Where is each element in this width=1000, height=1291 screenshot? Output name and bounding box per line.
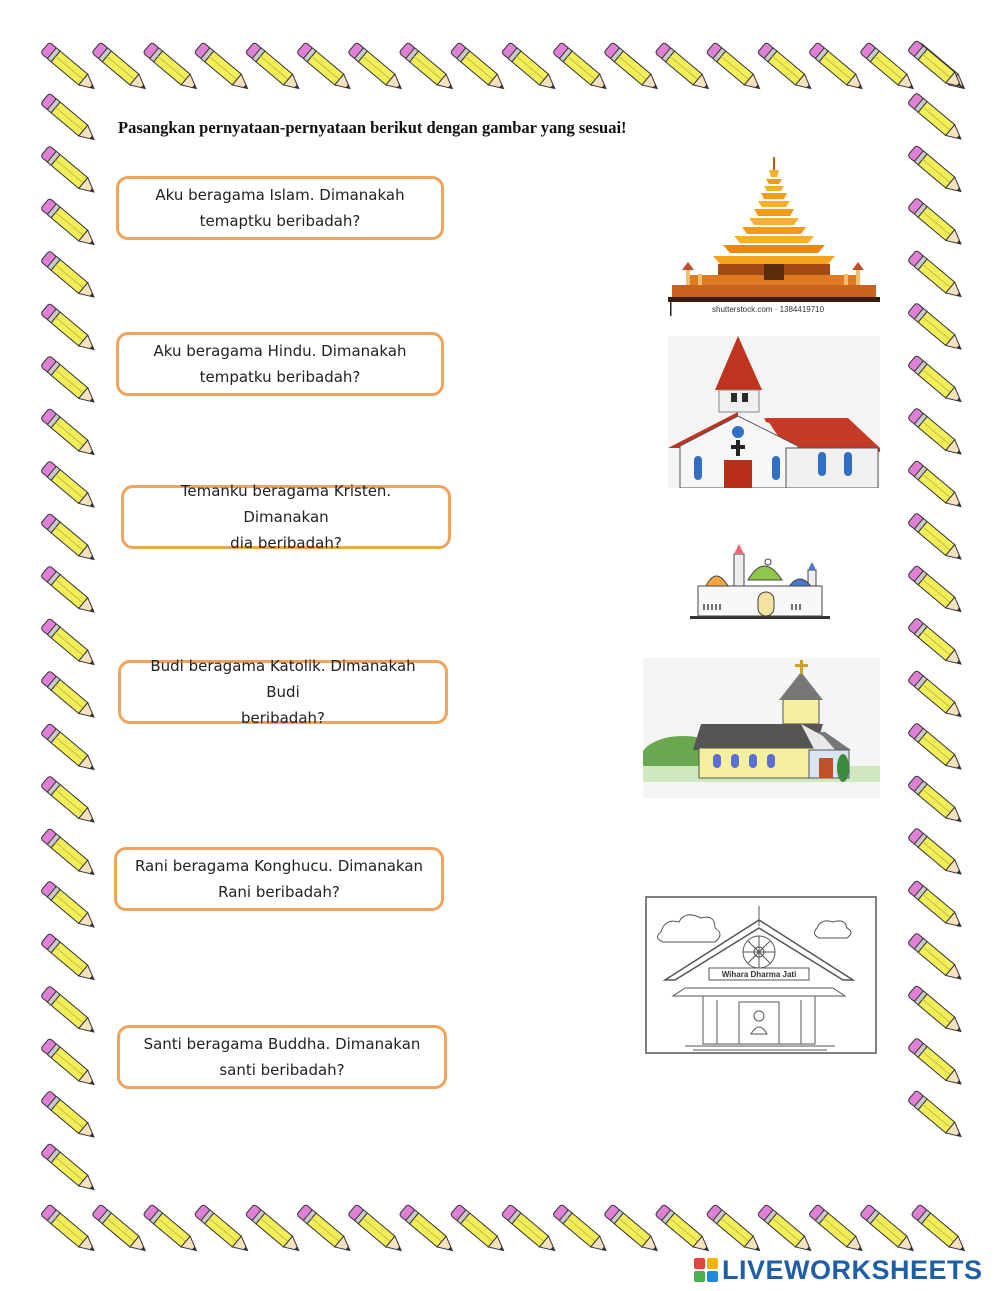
question-box-2[interactable] (116, 332, 444, 396)
pencil-decoration-top-7 (399, 42, 457, 94)
pencil-decoration-left-16 (40, 933, 98, 985)
pencil-decoration-bottom-0 (40, 1204, 98, 1256)
pencil-decoration-right-12 (907, 670, 965, 722)
pencil-decoration-top-10 (552, 42, 610, 94)
pencil-decoration-left-12 (40, 723, 98, 775)
pencil-decoration-left-9 (40, 566, 98, 618)
pencil-decoration-top-1 (92, 42, 150, 94)
pencil-decoration-top-15 (808, 42, 866, 94)
pencil-decoration-bottom-16 (860, 1204, 918, 1256)
pencil-decoration-bottom-8 (450, 1204, 508, 1256)
pencil-decoration-right-0 (907, 40, 965, 92)
church-red-image[interactable] (668, 336, 880, 488)
question-6-line2: santi beribadah? (219, 1061, 345, 1079)
pencil-decoration-bottom-1 (92, 1204, 150, 1256)
question-6-line1: Santi beragama Buddha. Dimanakan (143, 1035, 421, 1053)
pencil-decoration-left-8 (40, 513, 98, 565)
pencil-decoration-left-5 (40, 356, 98, 408)
pencil-decoration-right-5 (907, 303, 965, 355)
pencil-decoration-right-15 (907, 828, 965, 880)
vihara-sign-text: Wihara Dharma Jati (721, 970, 797, 979)
pencil-decoration-right-2 (907, 145, 965, 197)
pencil-decoration-left-2 (40, 198, 98, 250)
pencil-decoration-bottom-5 (296, 1204, 354, 1256)
pencil-decoration-bottom-17 (911, 1204, 969, 1256)
vihara-image[interactable] (645, 896, 877, 1054)
question-box-1[interactable] (116, 176, 444, 240)
pencil-decoration-left-20 (40, 1143, 98, 1195)
question-box-3[interactable] (121, 482, 451, 552)
question-box-4[interactable] (118, 657, 448, 727)
pencil-decoration-top-5 (296, 42, 354, 94)
pencil-decoration-left-19 (40, 1091, 98, 1143)
pencil-decoration-top-12 (655, 42, 713, 94)
pencil-decoration-right-1 (907, 93, 965, 145)
liveworksheets-logo (694, 1253, 983, 1287)
pencil-decoration-right-7 (907, 408, 965, 460)
pencil-decoration-bottom-3 (194, 1204, 252, 1256)
pencil-decoration-left-3 (40, 251, 98, 303)
pencil-decoration-bottom-6 (348, 1204, 406, 1256)
pencil-decoration-left-4 (40, 303, 98, 355)
pencil-decoration-right-11 (907, 618, 965, 670)
pencil-decoration-bottom-12 (655, 1204, 713, 1256)
pencil-decoration-left-13 (40, 776, 98, 828)
pencil-decoration-right-8 (907, 460, 965, 512)
pencil-decoration-left-18 (40, 1038, 98, 1090)
pencil-decoration-top-4 (245, 42, 303, 94)
pencil-decoration-right-14 (907, 775, 965, 827)
pencil-decoration-bottom-10 (552, 1204, 610, 1256)
pencil-decoration-left-6 (40, 408, 98, 460)
pencil-decoration-top-11 (604, 42, 662, 94)
pencil-decoration-bottom-15 (808, 1204, 866, 1256)
pencil-decoration-left-0 (40, 93, 98, 145)
pencil-decoration-bottom-11 (604, 1204, 662, 1256)
question-1-line2: temaptku beribadah? (199, 212, 361, 230)
question-5-line2: Rani beribadah? (218, 883, 340, 901)
church-catholic-image[interactable] (643, 658, 880, 798)
pencil-decoration-top-13 (706, 42, 764, 94)
pencil-decoration-left-11 (40, 671, 98, 723)
pura-image[interactable] (668, 152, 883, 317)
instruction-text: Pasangkan pernyataan-pernyataan berikut dengan gambar yang sesuai! (118, 118, 627, 137)
pencil-decoration-top-0 (40, 42, 98, 94)
pencil-decoration-bottom-13 (706, 1204, 764, 1256)
pencil-decoration-left-14 (40, 828, 98, 880)
pencil-decoration-right-20 (907, 1090, 965, 1142)
question-4-line1: Budi beragama Katolik. Dimanakah Budi (150, 657, 416, 701)
pencil-decoration-bottom-9 (501, 1204, 559, 1256)
pencil-decoration-right-16 (907, 880, 965, 932)
question-4-line2: beribadah? (241, 709, 325, 727)
question-3-line1: Temanku beragama Kristen. Dimanakan (180, 482, 392, 526)
pencil-decoration-right-4 (907, 250, 965, 302)
question-2-line2: tempatku beribadah? (199, 368, 361, 386)
pencil-decoration-left-10 (40, 618, 98, 670)
pencil-decoration-right-10 (907, 565, 965, 617)
pencil-decoration-top-9 (501, 42, 559, 94)
question-5-line1: Rani beragama Konghucu. Dimanakan (134, 857, 424, 875)
pencil-decoration-right-6 (907, 355, 965, 407)
pencil-decoration-top-3 (194, 42, 252, 94)
pencil-decoration-bottom-4 (245, 1204, 303, 1256)
question-1-line1: Aku beragama Islam. Dimanakah (155, 186, 405, 204)
pencil-decoration-top-2 (143, 42, 201, 94)
pencil-decoration-right-18 (907, 985, 965, 1037)
pencil-decoration-right-9 (907, 513, 965, 565)
logo-text: LIVEWORKSHEETS (722, 1254, 983, 1285)
pencil-decoration-left-17 (40, 986, 98, 1038)
pencil-decoration-left-1 (40, 146, 98, 198)
pencil-decoration-bottom-7 (399, 1204, 457, 1256)
question-box-6[interactable] (117, 1025, 447, 1089)
pencil-decoration-right-19 (907, 1038, 965, 1090)
pencil-decoration-top-6 (348, 42, 406, 94)
pura-image-credit: shutterstock.com · 1384419710 (712, 305, 825, 314)
pencil-decoration-top-14 (757, 42, 815, 94)
pencil-decoration-left-15 (40, 881, 98, 933)
pencil-decoration-bottom-14 (757, 1204, 815, 1256)
mosque-image[interactable] (688, 540, 833, 620)
pencil-decoration-left-7 (40, 461, 98, 513)
pencil-decoration-top-8 (450, 42, 508, 94)
question-box-5[interactable] (114, 847, 444, 911)
pencil-decoration-bottom-2 (143, 1204, 201, 1256)
question-3-line2: dia beribadah? (230, 534, 342, 552)
pencil-decoration-right-17 (907, 933, 965, 985)
pencil-decoration-right-13 (907, 723, 965, 775)
pencil-decoration-right-3 (907, 198, 965, 250)
question-2-line1: Aku beragama Hindu. Dimanakah (153, 342, 407, 360)
logo-mark-icon (694, 1258, 718, 1282)
